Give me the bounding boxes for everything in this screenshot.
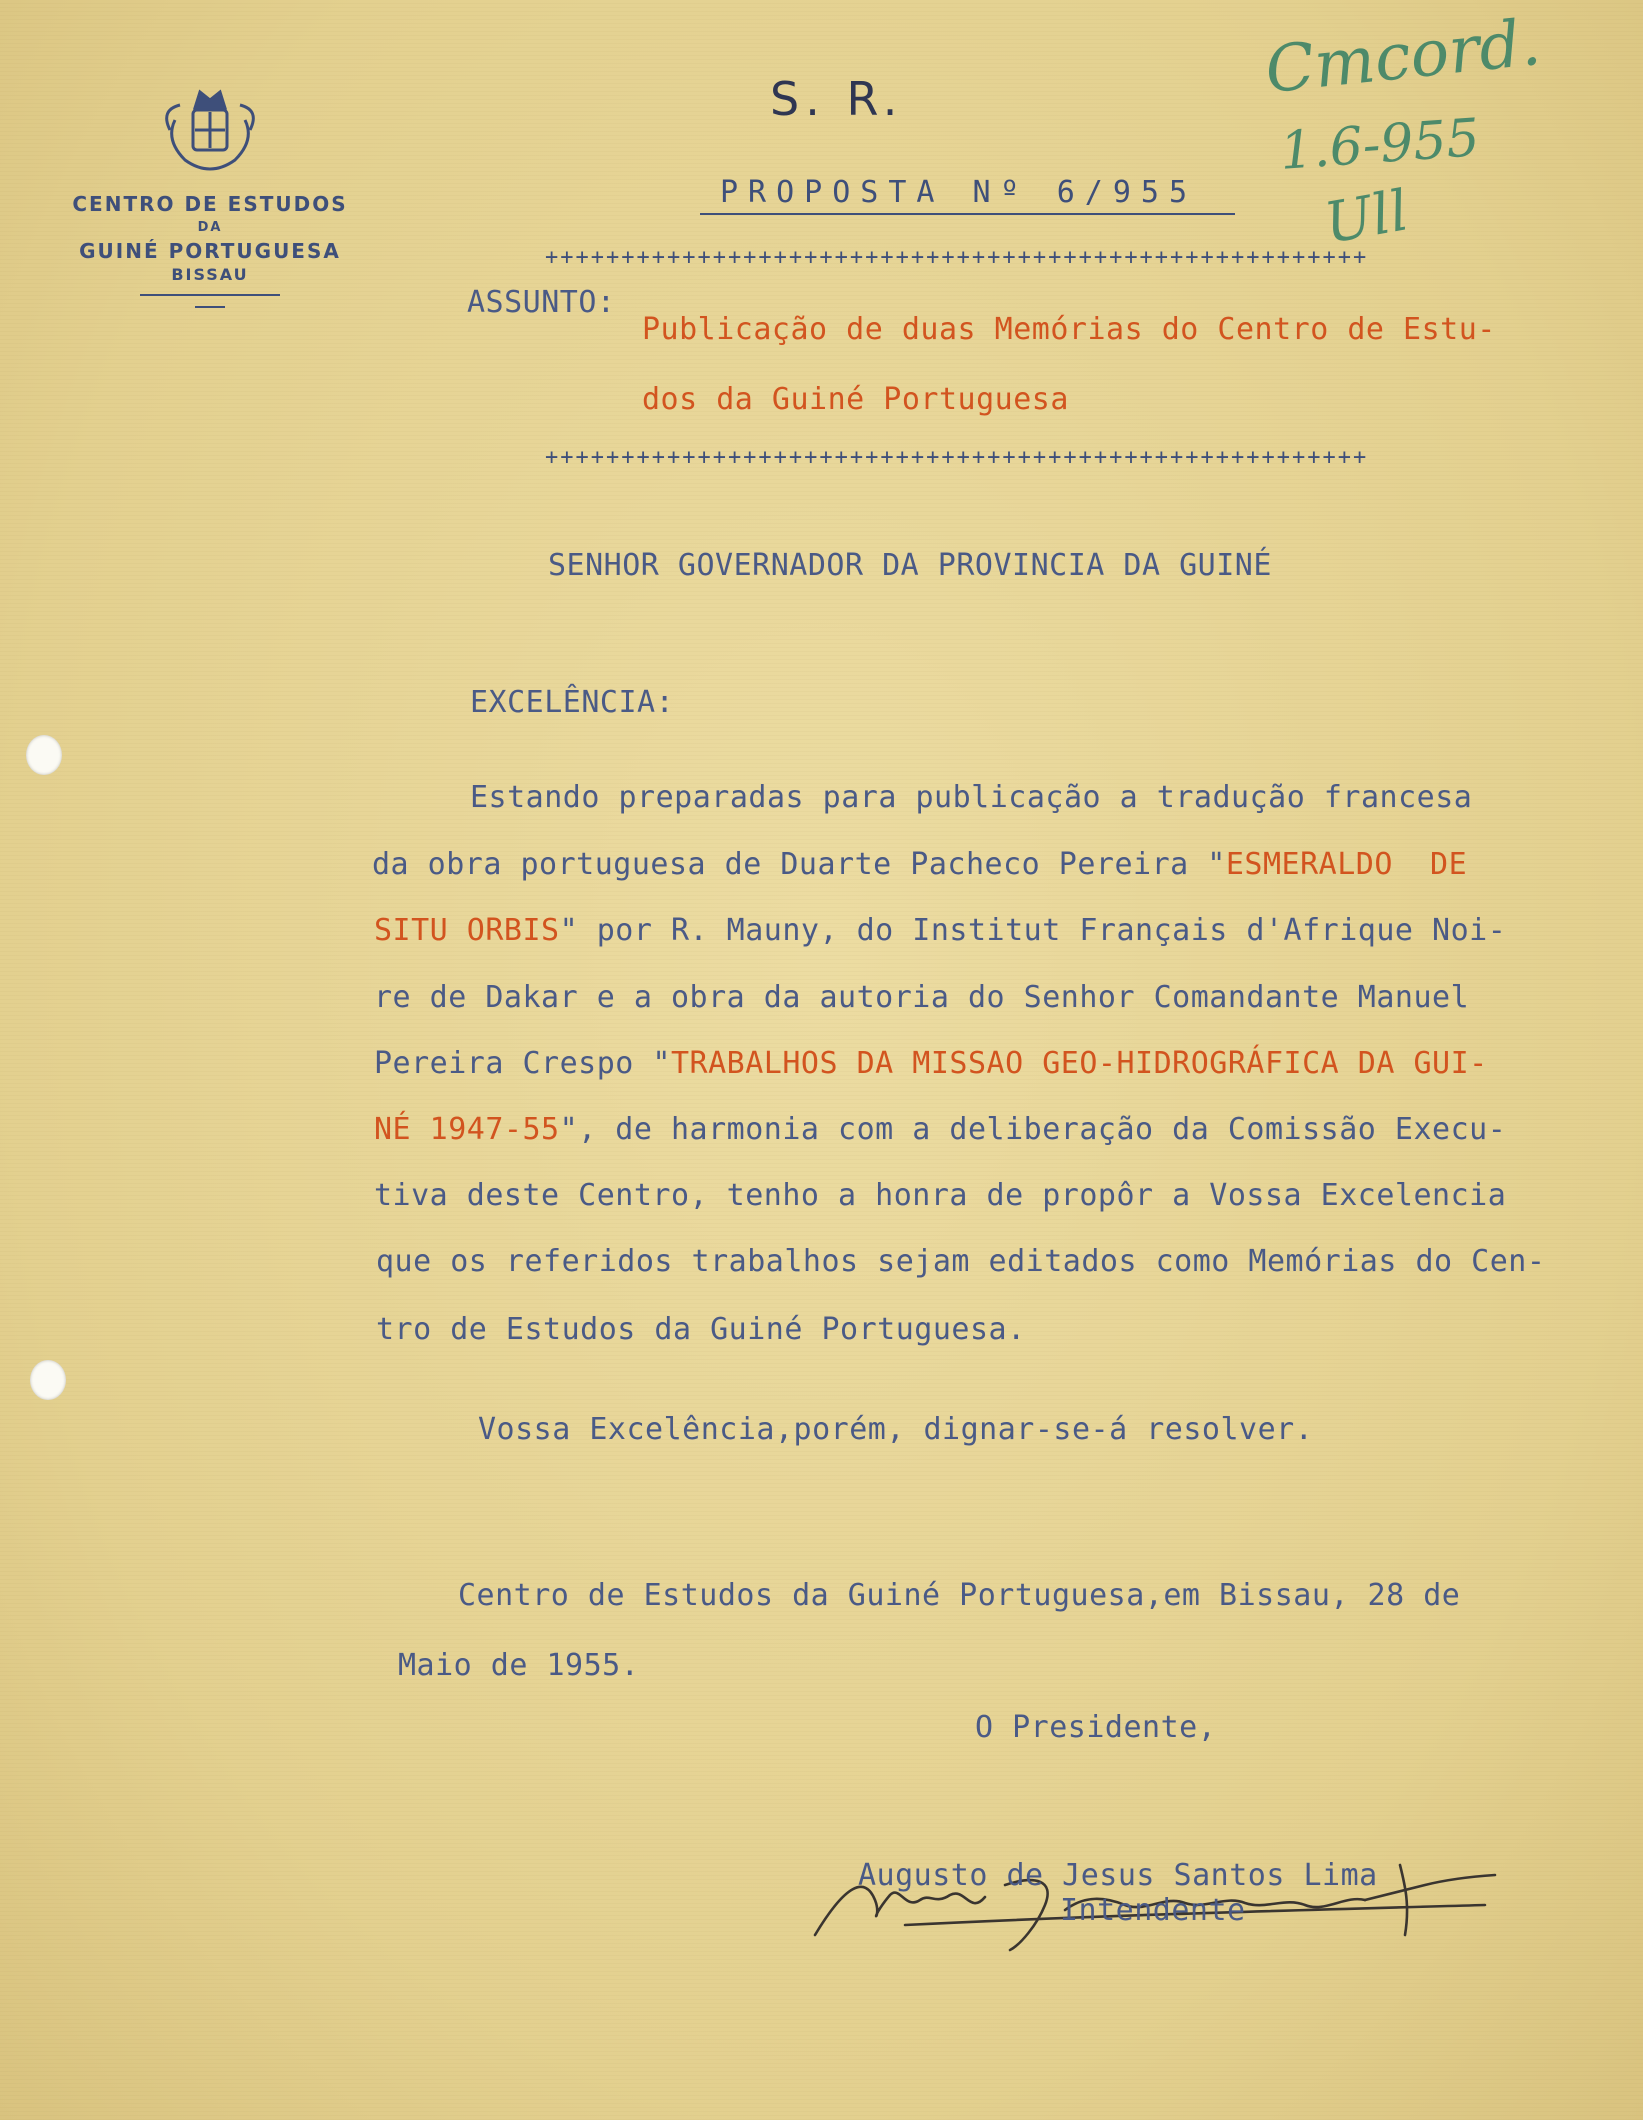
- body-line-6: [374, 1112, 1506, 1147]
- plus-divider-top: ++++++++++++++++++++++++++++++++++++++++++++++++++++++: [545, 245, 1369, 270]
- subject-line-2: dos da Guiné Portuguesa: [642, 382, 1069, 417]
- body-line-5: [374, 1046, 1488, 1081]
- coat-of-arms-emblem: [155, 80, 265, 180]
- letterhead: [40, 80, 380, 308]
- body-line-4: re de Dakar e a obra da autoria do Senhor Comandante Manuel: [374, 980, 1470, 1015]
- letterhead-line-1: CENTRO DE ESTUDOS: [72, 192, 348, 216]
- annotation-line-2: 1.6-955: [1278, 108, 1482, 182]
- signatory-title: Intendente: [1060, 1893, 1246, 1928]
- body-line-6-title: NÉ 1947-55: [374, 1112, 560, 1147]
- addressee: SENHOR GOVERNADOR DA PROVINCIA DA GUINÉ: [548, 548, 1272, 583]
- body-line-5-title: TRABALHOS DA MISSAO GEO-HIDROGRÁFICA DA GUI-: [670, 1046, 1488, 1081]
- letterhead-dash: [195, 306, 225, 308]
- signatory-name: Augusto de Jesus Santos Lima: [858, 1858, 1378, 1893]
- letterhead-rule: [140, 294, 280, 296]
- body-line-5-text: Pereira Crespo ": [374, 1046, 671, 1081]
- sr-heading: S. R.: [770, 72, 904, 126]
- salutation: EXCELÊNCIA:: [470, 685, 675, 720]
- body-line-6-text: ", de harmonia com a deliberação da Comissão Execu-: [559, 1112, 1507, 1147]
- body-line-3-title: SITU ORBIS: [374, 913, 560, 948]
- proposal-number: PROPOSTA Nº 6/955: [720, 175, 1198, 210]
- annotation-line-1: Cmcord.: [1261, 5, 1545, 109]
- punch-hole-top: [26, 735, 62, 775]
- body-line-9: tro de Estudos da Guiné Portuguesa.: [376, 1312, 1026, 1347]
- punch-hole-bottom: [30, 1360, 66, 1400]
- letterhead-line-3: GUINÉ PORTUGUESA: [79, 239, 341, 263]
- subject-label: ASSUNTO:: [467, 285, 616, 320]
- place-date-line-2: Maio de 1955.: [398, 1648, 640, 1683]
- closing-line: Vossa Excelência,porém, dignar-se-á resolver.: [478, 1412, 1314, 1447]
- signature-role: O Presidente,: [975, 1710, 1217, 1745]
- body-line-7: tiva deste Centro, tenho a honra de propôr a Vossa Excelencia: [374, 1178, 1507, 1213]
- letterhead-line-4: BISSAU: [171, 265, 249, 284]
- body-line-2-text: da obra portuguesa de Duarte Pacheco Pereira ": [372, 847, 1226, 882]
- body-line-3-text: " por R. Mauny, do Institut Français d'Afrique Noi-: [559, 913, 1507, 948]
- place-date-line-1: Centro de Estudos da Guiné Portuguesa,em Bissau, 28 de: [458, 1578, 1461, 1613]
- letterhead-line-2: DA: [197, 220, 223, 235]
- body-line-3: [374, 913, 1506, 948]
- body-line-2-title: ESMERALDO DE: [1225, 847, 1468, 882]
- proposal-underline: [700, 213, 1235, 215]
- body-line-1: Estando preparadas para publicação a tradução francesa: [470, 780, 1473, 815]
- plus-divider-bottom: ++++++++++++++++++++++++++++++++++++++++++++++++++++++: [545, 445, 1369, 470]
- body-line-2: [372, 847, 1467, 882]
- subject-line-1: Publicação de duas Memórias do Centro de Estu-: [642, 312, 1496, 347]
- body-line-8: que os referidos trabalhos sejam editados como Memórias do Cen-: [376, 1244, 1546, 1279]
- annotation-line-3: Ull: [1319, 178, 1414, 257]
